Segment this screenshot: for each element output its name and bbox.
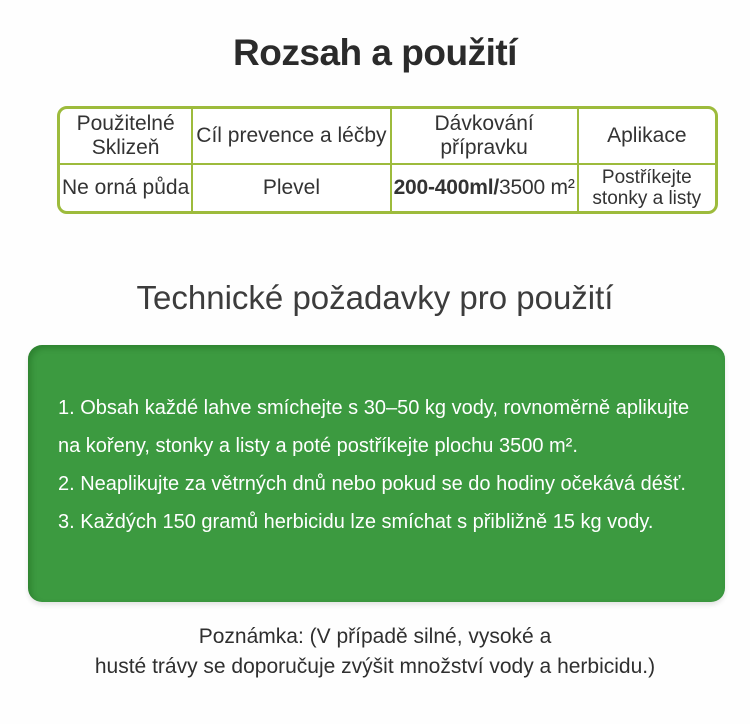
note-line-1: Poznámka: (V případě silné, vysoké a xyxy=(198,625,552,648)
cell-dosage-value xyxy=(392,165,579,211)
dosage-amount-label: 200-400ml/ xyxy=(393,176,499,199)
technical-requirements-box xyxy=(28,345,725,602)
header-application xyxy=(579,109,715,165)
header-prevention-target-label: Cíl prevence a léčby xyxy=(196,124,387,147)
requirement-line-2: 2. Neaplikujte za větrných dnů nebo pokud se do hodiny očekává déšť. xyxy=(58,473,686,495)
target-value-label: Plevel xyxy=(262,176,321,199)
note-line-2: husté trávy se doporučuje zvýšit množství vody a herbicidu.) xyxy=(94,655,656,678)
harvest-value-label: Ne orná půda xyxy=(62,176,190,199)
requirement-line-1a: 1. Obsah každé lahve smíchejte s 30–50 kg vody, rovnoměrně aplikujte xyxy=(58,397,690,419)
header-dosage-label: Dávkování přípravku xyxy=(434,112,534,159)
header-prevention-target xyxy=(193,109,391,165)
header-usable-harvest-label: Použitelné Sklizeň xyxy=(76,112,175,159)
header-application-label: Aplikace xyxy=(607,124,687,147)
cell-target-value xyxy=(193,165,391,211)
header-dosage xyxy=(392,109,579,165)
header-usable-harvest xyxy=(60,109,193,165)
section-title: Technické požadavky pro použití xyxy=(136,279,614,316)
page-title: Rozsah a použití xyxy=(233,32,517,73)
requirement-line-1b: na kořeny, stonky a listy a poté postříkejte plochu 3500 m². xyxy=(58,435,578,457)
cell-harvest-value xyxy=(60,165,193,211)
dosage-area-label: 3500 m² xyxy=(499,176,575,199)
application-value-label: Postříkejte stonky a listy xyxy=(592,167,702,209)
requirement-line-3: 3. Každých 150 gramů herbicidu lze smíchat s přibližně 15 kg vody. xyxy=(58,511,654,533)
cell-application-value xyxy=(579,165,715,211)
note-text xyxy=(0,622,750,682)
scope-usage-table xyxy=(57,106,718,214)
